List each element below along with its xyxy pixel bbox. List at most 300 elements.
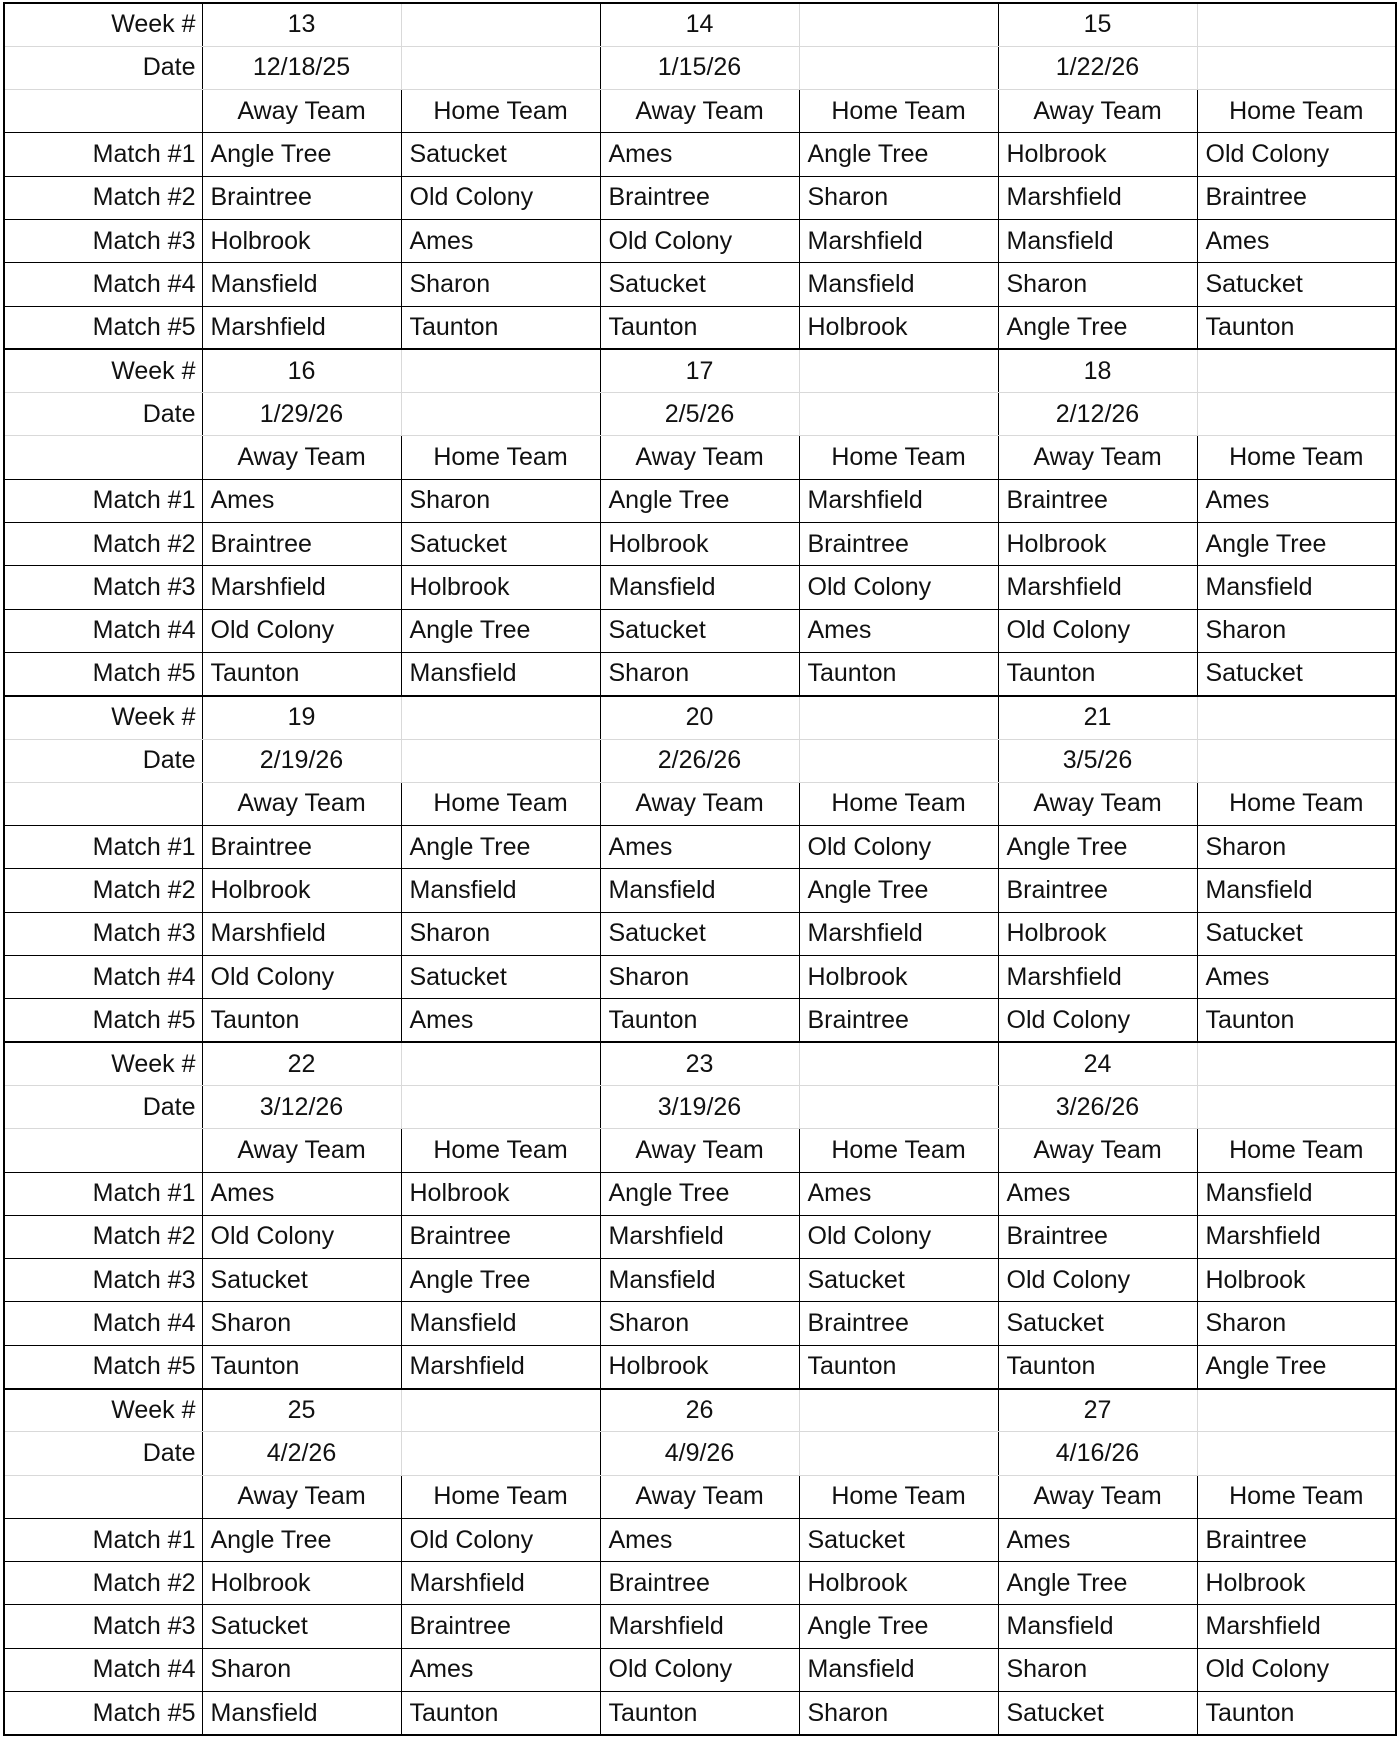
away-team-cell[interactable]: Marshfield: [998, 566, 1197, 609]
empty-cell[interactable]: [799, 1085, 998, 1128]
home-team-header[interactable]: Home Team: [1197, 1129, 1396, 1172]
empty-cell[interactable]: [4, 1129, 202, 1172]
home-team-cell[interactable]: Mansfield: [799, 263, 998, 306]
away-team-header[interactable]: Away Team: [202, 1475, 401, 1518]
home-team-cell[interactable]: Mansfield: [799, 1648, 998, 1691]
empty-cell[interactable]: [401, 1432, 600, 1475]
away-team-header[interactable]: Away Team: [202, 90, 401, 133]
home-team-cell[interactable]: Mansfield: [1197, 869, 1396, 912]
home-team-cell[interactable]: Old Colony: [799, 1215, 998, 1258]
home-team-cell[interactable]: Angle Tree: [401, 826, 600, 869]
week-label[interactable]: Week #: [4, 1042, 202, 1085]
home-team-header[interactable]: Home Team: [401, 436, 600, 479]
week-date[interactable]: 2/5/26: [600, 393, 799, 436]
home-team-cell[interactable]: Angle Tree: [1197, 523, 1396, 566]
away-team-cell[interactable]: Old Colony: [998, 609, 1197, 652]
home-team-cell[interactable]: Old Colony: [401, 176, 600, 219]
empty-cell[interactable]: [1197, 3, 1396, 46]
match-label[interactable]: Match #3: [4, 219, 202, 262]
away-team-cell[interactable]: Ames: [600, 1518, 799, 1561]
away-team-cell[interactable]: Taunton: [600, 999, 799, 1042]
week-date[interactable]: 2/26/26: [600, 739, 799, 782]
empty-cell[interactable]: [1197, 1432, 1396, 1475]
empty-cell[interactable]: [4, 436, 202, 479]
home-team-header[interactable]: Home Team: [799, 90, 998, 133]
week-number[interactable]: 20: [600, 696, 799, 739]
away-team-cell[interactable]: Angle Tree: [202, 1518, 401, 1561]
match-label[interactable]: Match #5: [4, 306, 202, 349]
week-number[interactable]: 17: [600, 349, 799, 392]
away-team-cell[interactable]: Holbrook: [202, 869, 401, 912]
home-team-cell[interactable]: Angle Tree: [799, 869, 998, 912]
away-team-cell[interactable]: Angle Tree: [998, 826, 1197, 869]
away-team-header[interactable]: Away Team: [600, 782, 799, 825]
away-team-cell[interactable]: Old Colony: [202, 609, 401, 652]
away-team-header[interactable]: Away Team: [998, 1129, 1197, 1172]
match-label[interactable]: Match #3: [4, 1605, 202, 1648]
home-team-cell[interactable]: Sharon: [401, 263, 600, 306]
week-row: [4, 349, 1396, 392]
week-date[interactable]: 12/18/25: [202, 46, 401, 89]
away-team-cell[interactable]: Braintree: [600, 176, 799, 219]
match-label[interactable]: Match #1: [4, 479, 202, 522]
away-team-cell[interactable]: Braintree: [202, 176, 401, 219]
match-label[interactable]: Match #5: [4, 652, 202, 695]
empty-cell[interactable]: [1197, 46, 1396, 89]
home-team-cell[interactable]: Taunton: [1197, 1692, 1396, 1735]
home-team-header[interactable]: Home Team: [799, 782, 998, 825]
team-header-row: [4, 436, 1396, 479]
home-team-header[interactable]: Home Team: [401, 90, 600, 133]
empty-cell[interactable]: [1197, 696, 1396, 739]
schedule-sheet: [3, 2, 1397, 1736]
week-row: [4, 1389, 1396, 1432]
away-team-header[interactable]: Away Team: [998, 436, 1197, 479]
week-number[interactable]: 22: [202, 1042, 401, 1085]
week-number[interactable]: 24: [998, 1042, 1197, 1085]
home-team-cell[interactable]: Mansfield: [1197, 1172, 1396, 1215]
week-number[interactable]: 14: [600, 3, 799, 46]
week-number[interactable]: 23: [600, 1042, 799, 1085]
away-team-cell[interactable]: Taunton: [998, 652, 1197, 695]
match-label[interactable]: Match #2: [4, 869, 202, 912]
week-date[interactable]: 4/9/26: [600, 1432, 799, 1475]
empty-cell[interactable]: [401, 696, 600, 739]
date-label[interactable]: Date: [4, 739, 202, 782]
away-team-cell[interactable]: Braintree: [998, 869, 1197, 912]
away-team-cell[interactable]: Ames: [202, 1172, 401, 1215]
home-team-cell[interactable]: Braintree: [401, 1215, 600, 1258]
away-team-header[interactable]: Away Team: [202, 436, 401, 479]
away-team-cell[interactable]: Satucket: [600, 263, 799, 306]
away-team-cell[interactable]: Satucket: [998, 1692, 1197, 1735]
away-team-cell[interactable]: Mansfield: [202, 263, 401, 306]
away-team-cell[interactable]: Holbrook: [998, 133, 1197, 176]
week-number[interactable]: 25: [202, 1389, 401, 1432]
away-team-cell[interactable]: Mansfield: [600, 566, 799, 609]
home-team-cell[interactable]: Satucket: [799, 1518, 998, 1561]
week-label[interactable]: Week #: [4, 349, 202, 392]
empty-cell[interactable]: [1197, 393, 1396, 436]
away-team-cell[interactable]: Holbrook: [600, 523, 799, 566]
empty-cell[interactable]: [799, 46, 998, 89]
away-team-cell[interactable]: Taunton: [202, 652, 401, 695]
home-team-header[interactable]: Home Team: [799, 1475, 998, 1518]
schedule-body: [4, 3, 1396, 1735]
away-team-cell[interactable]: Sharon: [202, 1302, 401, 1345]
away-team-cell[interactable]: Sharon: [600, 956, 799, 999]
home-team-cell[interactable]: Satucket: [799, 1259, 998, 1302]
match-label[interactable]: Match #4: [4, 1302, 202, 1345]
week-number[interactable]: 13: [202, 3, 401, 46]
home-team-cell[interactable]: Taunton: [401, 306, 600, 349]
away-team-cell[interactable]: Angle Tree: [202, 133, 401, 176]
away-team-cell[interactable]: Marshfield: [202, 912, 401, 955]
empty-cell[interactable]: [799, 1042, 998, 1085]
away-team-cell[interactable]: Taunton: [202, 999, 401, 1042]
away-team-cell[interactable]: Mansfield: [600, 869, 799, 912]
match-row: [4, 1215, 1396, 1258]
match-row: [4, 1259, 1396, 1302]
away-team-cell[interactable]: Ames: [998, 1518, 1197, 1561]
away-team-cell[interactable]: Satucket: [202, 1259, 401, 1302]
empty-cell[interactable]: [1197, 739, 1396, 782]
away-team-cell[interactable]: Holbrook: [998, 523, 1197, 566]
away-team-cell[interactable]: Sharon: [202, 1648, 401, 1691]
home-team-cell[interactable]: Satucket: [401, 956, 600, 999]
match-label[interactable]: Match #4: [4, 263, 202, 306]
away-team-cell[interactable]: Satucket: [998, 1302, 1197, 1345]
empty-cell[interactable]: [401, 349, 600, 392]
match-label[interactable]: Match #2: [4, 176, 202, 219]
home-team-cell[interactable]: Ames: [799, 609, 998, 652]
away-team-cell[interactable]: Old Colony: [998, 999, 1197, 1042]
away-team-cell[interactable]: Marshfield: [600, 1605, 799, 1648]
home-team-cell[interactable]: Sharon: [401, 912, 600, 955]
team-header-row: [4, 90, 1396, 133]
home-team-cell[interactable]: Marshfield: [401, 1345, 600, 1388]
home-team-header[interactable]: Home Team: [799, 1129, 998, 1172]
away-team-header[interactable]: Away Team: [998, 782, 1197, 825]
away-team-cell[interactable]: Old Colony: [600, 1648, 799, 1691]
away-team-cell[interactable]: Mansfield: [202, 1692, 401, 1735]
away-team-cell[interactable]: Braintree: [202, 523, 401, 566]
home-team-header[interactable]: Home Team: [1197, 782, 1396, 825]
empty-cell[interactable]: [1197, 1042, 1396, 1085]
match-row: [4, 999, 1396, 1042]
home-team-cell[interactable]: Mansfield: [1197, 566, 1396, 609]
home-team-header[interactable]: Home Team: [1197, 90, 1396, 133]
home-team-cell[interactable]: Ames: [401, 219, 600, 262]
home-team-header[interactable]: Home Team: [799, 436, 998, 479]
empty-cell[interactable]: [4, 90, 202, 133]
week-date[interactable]: 2/12/26: [998, 393, 1197, 436]
away-team-header[interactable]: Away Team: [998, 1475, 1197, 1518]
away-team-cell[interactable]: Braintree: [600, 1562, 799, 1605]
empty-cell[interactable]: [401, 393, 600, 436]
away-team-cell[interactable]: Old Colony: [600, 219, 799, 262]
week-date[interactable]: 4/16/26: [998, 1432, 1197, 1475]
away-team-cell[interactable]: Holbrook: [600, 1345, 799, 1388]
home-team-cell[interactable]: Satucket: [1197, 912, 1396, 955]
home-team-cell[interactable]: Sharon: [1197, 1302, 1396, 1345]
week-number[interactable]: 19: [202, 696, 401, 739]
home-team-cell[interactable]: Satucket: [401, 133, 600, 176]
away-team-header[interactable]: Away Team: [600, 90, 799, 133]
away-team-cell[interactable]: Satucket: [600, 609, 799, 652]
week-number[interactable]: 21: [998, 696, 1197, 739]
home-team-cell[interactable]: Satucket: [1197, 263, 1396, 306]
home-team-cell[interactable]: Sharon: [401, 479, 600, 522]
away-team-cell[interactable]: Ames: [998, 1172, 1197, 1215]
away-team-header[interactable]: Away Team: [600, 436, 799, 479]
away-team-cell[interactable]: Taunton: [600, 306, 799, 349]
date-label[interactable]: Date: [4, 1432, 202, 1475]
away-team-cell[interactable]: Old Colony: [202, 956, 401, 999]
home-team-cell[interactable]: Holbrook: [1197, 1259, 1396, 1302]
away-team-cell[interactable]: Marshfield: [202, 306, 401, 349]
home-team-cell[interactable]: Angle Tree: [1197, 1345, 1396, 1388]
home-team-cell[interactable]: Braintree: [799, 1302, 998, 1345]
match-row: [4, 1605, 1396, 1648]
home-team-header[interactable]: Home Team: [1197, 436, 1396, 479]
home-team-cell[interactable]: Angle Tree: [401, 609, 600, 652]
away-team-cell[interactable]: Ames: [600, 133, 799, 176]
week-row: [4, 696, 1396, 739]
away-team-cell[interactable]: Taunton: [202, 1345, 401, 1388]
away-team-header[interactable]: Away Team: [998, 90, 1197, 133]
away-team-cell[interactable]: Sharon: [600, 652, 799, 695]
match-label[interactable]: Match #4: [4, 956, 202, 999]
empty-cell[interactable]: [4, 782, 202, 825]
away-team-cell[interactable]: Angle Tree: [998, 1562, 1197, 1605]
match-label[interactable]: Match #4: [4, 609, 202, 652]
away-team-cell[interactable]: Holbrook: [202, 219, 401, 262]
home-team-cell[interactable]: Taunton: [799, 1345, 998, 1388]
empty-cell[interactable]: [1197, 349, 1396, 392]
home-team-cell[interactable]: Holbrook: [401, 566, 600, 609]
match-row: [4, 956, 1396, 999]
match-label[interactable]: Match #3: [4, 566, 202, 609]
empty-cell[interactable]: [401, 1085, 600, 1128]
match-label[interactable]: Match #2: [4, 1215, 202, 1258]
match-label[interactable]: Match #3: [4, 1259, 202, 1302]
week-label[interactable]: Week #: [4, 696, 202, 739]
week-date[interactable]: 3/5/26: [998, 739, 1197, 782]
away-team-cell[interactable]: Braintree: [998, 1215, 1197, 1258]
empty-cell[interactable]: [799, 349, 998, 392]
away-team-cell[interactable]: Mansfield: [998, 219, 1197, 262]
empty-cell[interactable]: [4, 1475, 202, 1518]
week-number[interactable]: 16: [202, 349, 401, 392]
away-team-cell[interactable]: Taunton: [600, 1692, 799, 1735]
home-team-cell[interactable]: Braintree: [1197, 176, 1396, 219]
empty-cell[interactable]: [1197, 1085, 1396, 1128]
empty-cell[interactable]: [1197, 1389, 1396, 1432]
home-team-cell[interactable]: Sharon: [799, 1692, 998, 1735]
home-team-cell[interactable]: Ames: [401, 1648, 600, 1691]
match-label[interactable]: Match #4: [4, 1648, 202, 1691]
away-team-cell[interactable]: Old Colony: [998, 1259, 1197, 1302]
home-team-header[interactable]: Home Team: [401, 782, 600, 825]
home-team-cell[interactable]: Holbrook: [1197, 1562, 1396, 1605]
week-date[interactable]: 1/22/26: [998, 46, 1197, 89]
home-team-cell[interactable]: Mansfield: [401, 869, 600, 912]
home-team-cell[interactable]: Holbrook: [799, 306, 998, 349]
match-label[interactable]: Match #1: [4, 1518, 202, 1561]
away-team-cell[interactable]: Mansfield: [998, 1605, 1197, 1648]
away-team-cell[interactable]: Braintree: [998, 479, 1197, 522]
empty-cell[interactable]: [799, 3, 998, 46]
away-team-cell[interactable]: Marshfield: [600, 1215, 799, 1258]
home-team-header[interactable]: Home Team: [1197, 1475, 1396, 1518]
week-date[interactable]: 3/26/26: [998, 1085, 1197, 1128]
date-label[interactable]: Date: [4, 1085, 202, 1128]
home-team-cell[interactable]: Taunton: [1197, 306, 1396, 349]
empty-cell[interactable]: [401, 1042, 600, 1085]
home-team-cell[interactable]: Ames: [1197, 479, 1396, 522]
home-team-cell[interactable]: Mansfield: [401, 652, 600, 695]
home-team-cell[interactable]: Ames: [401, 999, 600, 1042]
home-team-cell[interactable]: Old Colony: [1197, 1648, 1396, 1691]
home-team-cell[interactable]: Marshfield: [799, 479, 998, 522]
home-team-cell[interactable]: Old Colony: [1197, 133, 1396, 176]
empty-cell[interactable]: [799, 393, 998, 436]
date-row: [4, 393, 1396, 436]
week-number[interactable]: 27: [998, 1389, 1197, 1432]
home-team-cell[interactable]: Satucket: [401, 523, 600, 566]
away-team-cell[interactable]: Holbrook: [998, 912, 1197, 955]
home-team-cell[interactable]: Marshfield: [1197, 1215, 1396, 1258]
home-team-cell[interactable]: Braintree: [1197, 1518, 1396, 1561]
date-label[interactable]: Date: [4, 393, 202, 436]
away-team-cell[interactable]: Mansfield: [600, 1259, 799, 1302]
home-team-cell[interactable]: Mansfield: [401, 1302, 600, 1345]
date-label[interactable]: Date: [4, 46, 202, 89]
home-team-cell[interactable]: Ames: [799, 1172, 998, 1215]
home-team-cell[interactable]: Sharon: [1197, 826, 1396, 869]
away-team-cell[interactable]: Holbrook: [202, 1562, 401, 1605]
home-team-cell[interactable]: Taunton: [401, 1692, 600, 1735]
away-team-cell[interactable]: Sharon: [998, 263, 1197, 306]
home-team-cell[interactable]: Holbrook: [799, 1562, 998, 1605]
home-team-cell[interactable]: Marshfield: [1197, 1605, 1396, 1648]
home-team-cell[interactable]: Taunton: [799, 652, 998, 695]
away-team-header[interactable]: Away Team: [600, 1129, 799, 1172]
week-date[interactable]: 4/2/26: [202, 1432, 401, 1475]
week-date[interactable]: 3/19/26: [600, 1085, 799, 1128]
home-team-cell[interactable]: Marshfield: [401, 1562, 600, 1605]
week-number[interactable]: 18: [998, 349, 1197, 392]
away-team-cell[interactable]: Marshfield: [202, 566, 401, 609]
home-team-cell[interactable]: Braintree: [401, 1605, 600, 1648]
home-team-cell[interactable]: Braintree: [799, 523, 998, 566]
match-label[interactable]: Match #1: [4, 1172, 202, 1215]
empty-cell[interactable]: [401, 3, 600, 46]
date-row: [4, 739, 1396, 782]
away-team-cell[interactable]: Old Colony: [202, 1215, 401, 1258]
away-team-header[interactable]: Away Team: [600, 1475, 799, 1518]
away-team-cell[interactable]: Taunton: [998, 1345, 1197, 1388]
home-team-cell[interactable]: Ames: [1197, 956, 1396, 999]
match-label[interactable]: Match #5: [4, 999, 202, 1042]
week-date[interactable]: 1/15/26: [600, 46, 799, 89]
week-number[interactable]: 15: [998, 3, 1197, 46]
home-team-cell[interactable]: Marshfield: [799, 912, 998, 955]
week-date[interactable]: 1/29/26: [202, 393, 401, 436]
home-team-cell[interactable]: Taunton: [1197, 999, 1396, 1042]
home-team-cell[interactable]: Sharon: [1197, 609, 1396, 652]
week-row: [4, 3, 1396, 46]
empty-cell[interactable]: [401, 739, 600, 782]
home-team-cell[interactable]: Sharon: [799, 176, 998, 219]
home-team-cell[interactable]: Old Colony: [799, 566, 998, 609]
empty-cell[interactable]: [401, 46, 600, 89]
home-team-cell[interactable]: Angle Tree: [799, 1605, 998, 1648]
home-team-header[interactable]: Home Team: [401, 1129, 600, 1172]
home-team-header[interactable]: Home Team: [401, 1475, 600, 1518]
home-team-cell[interactable]: Holbrook: [401, 1172, 600, 1215]
away-team-cell[interactable]: Ames: [600, 826, 799, 869]
away-team-cell[interactable]: Sharon: [600, 1302, 799, 1345]
empty-cell[interactable]: [799, 1389, 998, 1432]
match-label[interactable]: Match #2: [4, 1562, 202, 1605]
away-team-cell[interactable]: Sharon: [998, 1648, 1197, 1691]
match-row: [4, 133, 1396, 176]
empty-cell[interactable]: [799, 739, 998, 782]
away-team-cell[interactable]: Angle Tree: [998, 306, 1197, 349]
team-header-row: [4, 1129, 1396, 1172]
home-team-cell[interactable]: Angle Tree: [401, 1259, 600, 1302]
away-team-header[interactable]: Away Team: [202, 782, 401, 825]
date-row: [4, 1085, 1396, 1128]
empty-cell[interactable]: [799, 696, 998, 739]
match-label[interactable]: Match #5: [4, 1692, 202, 1735]
home-team-cell[interactable]: Ames: [1197, 219, 1396, 262]
home-team-cell[interactable]: Holbrook: [799, 956, 998, 999]
away-team-cell[interactable]: Angle Tree: [600, 479, 799, 522]
week-number[interactable]: 26: [600, 1389, 799, 1432]
away-team-cell[interactable]: Ames: [202, 479, 401, 522]
team-header-row: [4, 782, 1396, 825]
week-date[interactable]: 2/19/26: [202, 739, 401, 782]
home-team-cell[interactable]: Old Colony: [401, 1518, 600, 1561]
away-team-cell[interactable]: Marshfield: [998, 956, 1197, 999]
empty-cell[interactable]: [799, 1432, 998, 1475]
away-team-cell[interactable]: Angle Tree: [600, 1172, 799, 1215]
match-label[interactable]: Match #2: [4, 523, 202, 566]
week-label[interactable]: Week #: [4, 3, 202, 46]
home-team-cell[interactable]: Braintree: [799, 999, 998, 1042]
week-label[interactable]: Week #: [4, 1389, 202, 1432]
empty-cell[interactable]: [401, 1389, 600, 1432]
away-team-cell[interactable]: Satucket: [202, 1605, 401, 1648]
away-team-cell[interactable]: Satucket: [600, 912, 799, 955]
home-team-cell[interactable]: Marshfield: [799, 219, 998, 262]
home-team-cell[interactable]: Old Colony: [799, 826, 998, 869]
home-team-cell[interactable]: Angle Tree: [799, 133, 998, 176]
match-label[interactable]: Match #5: [4, 1345, 202, 1388]
away-team-cell[interactable]: Marshfield: [998, 176, 1197, 219]
home-team-cell[interactable]: Satucket: [1197, 652, 1396, 695]
match-row: [4, 869, 1396, 912]
away-team-cell[interactable]: Braintree: [202, 826, 401, 869]
match-label[interactable]: Match #3: [4, 912, 202, 955]
match-label[interactable]: Match #1: [4, 826, 202, 869]
week-date[interactable]: 3/12/26: [202, 1085, 401, 1128]
match-label[interactable]: Match #1: [4, 133, 202, 176]
away-team-header[interactable]: Away Team: [202, 1129, 401, 1172]
